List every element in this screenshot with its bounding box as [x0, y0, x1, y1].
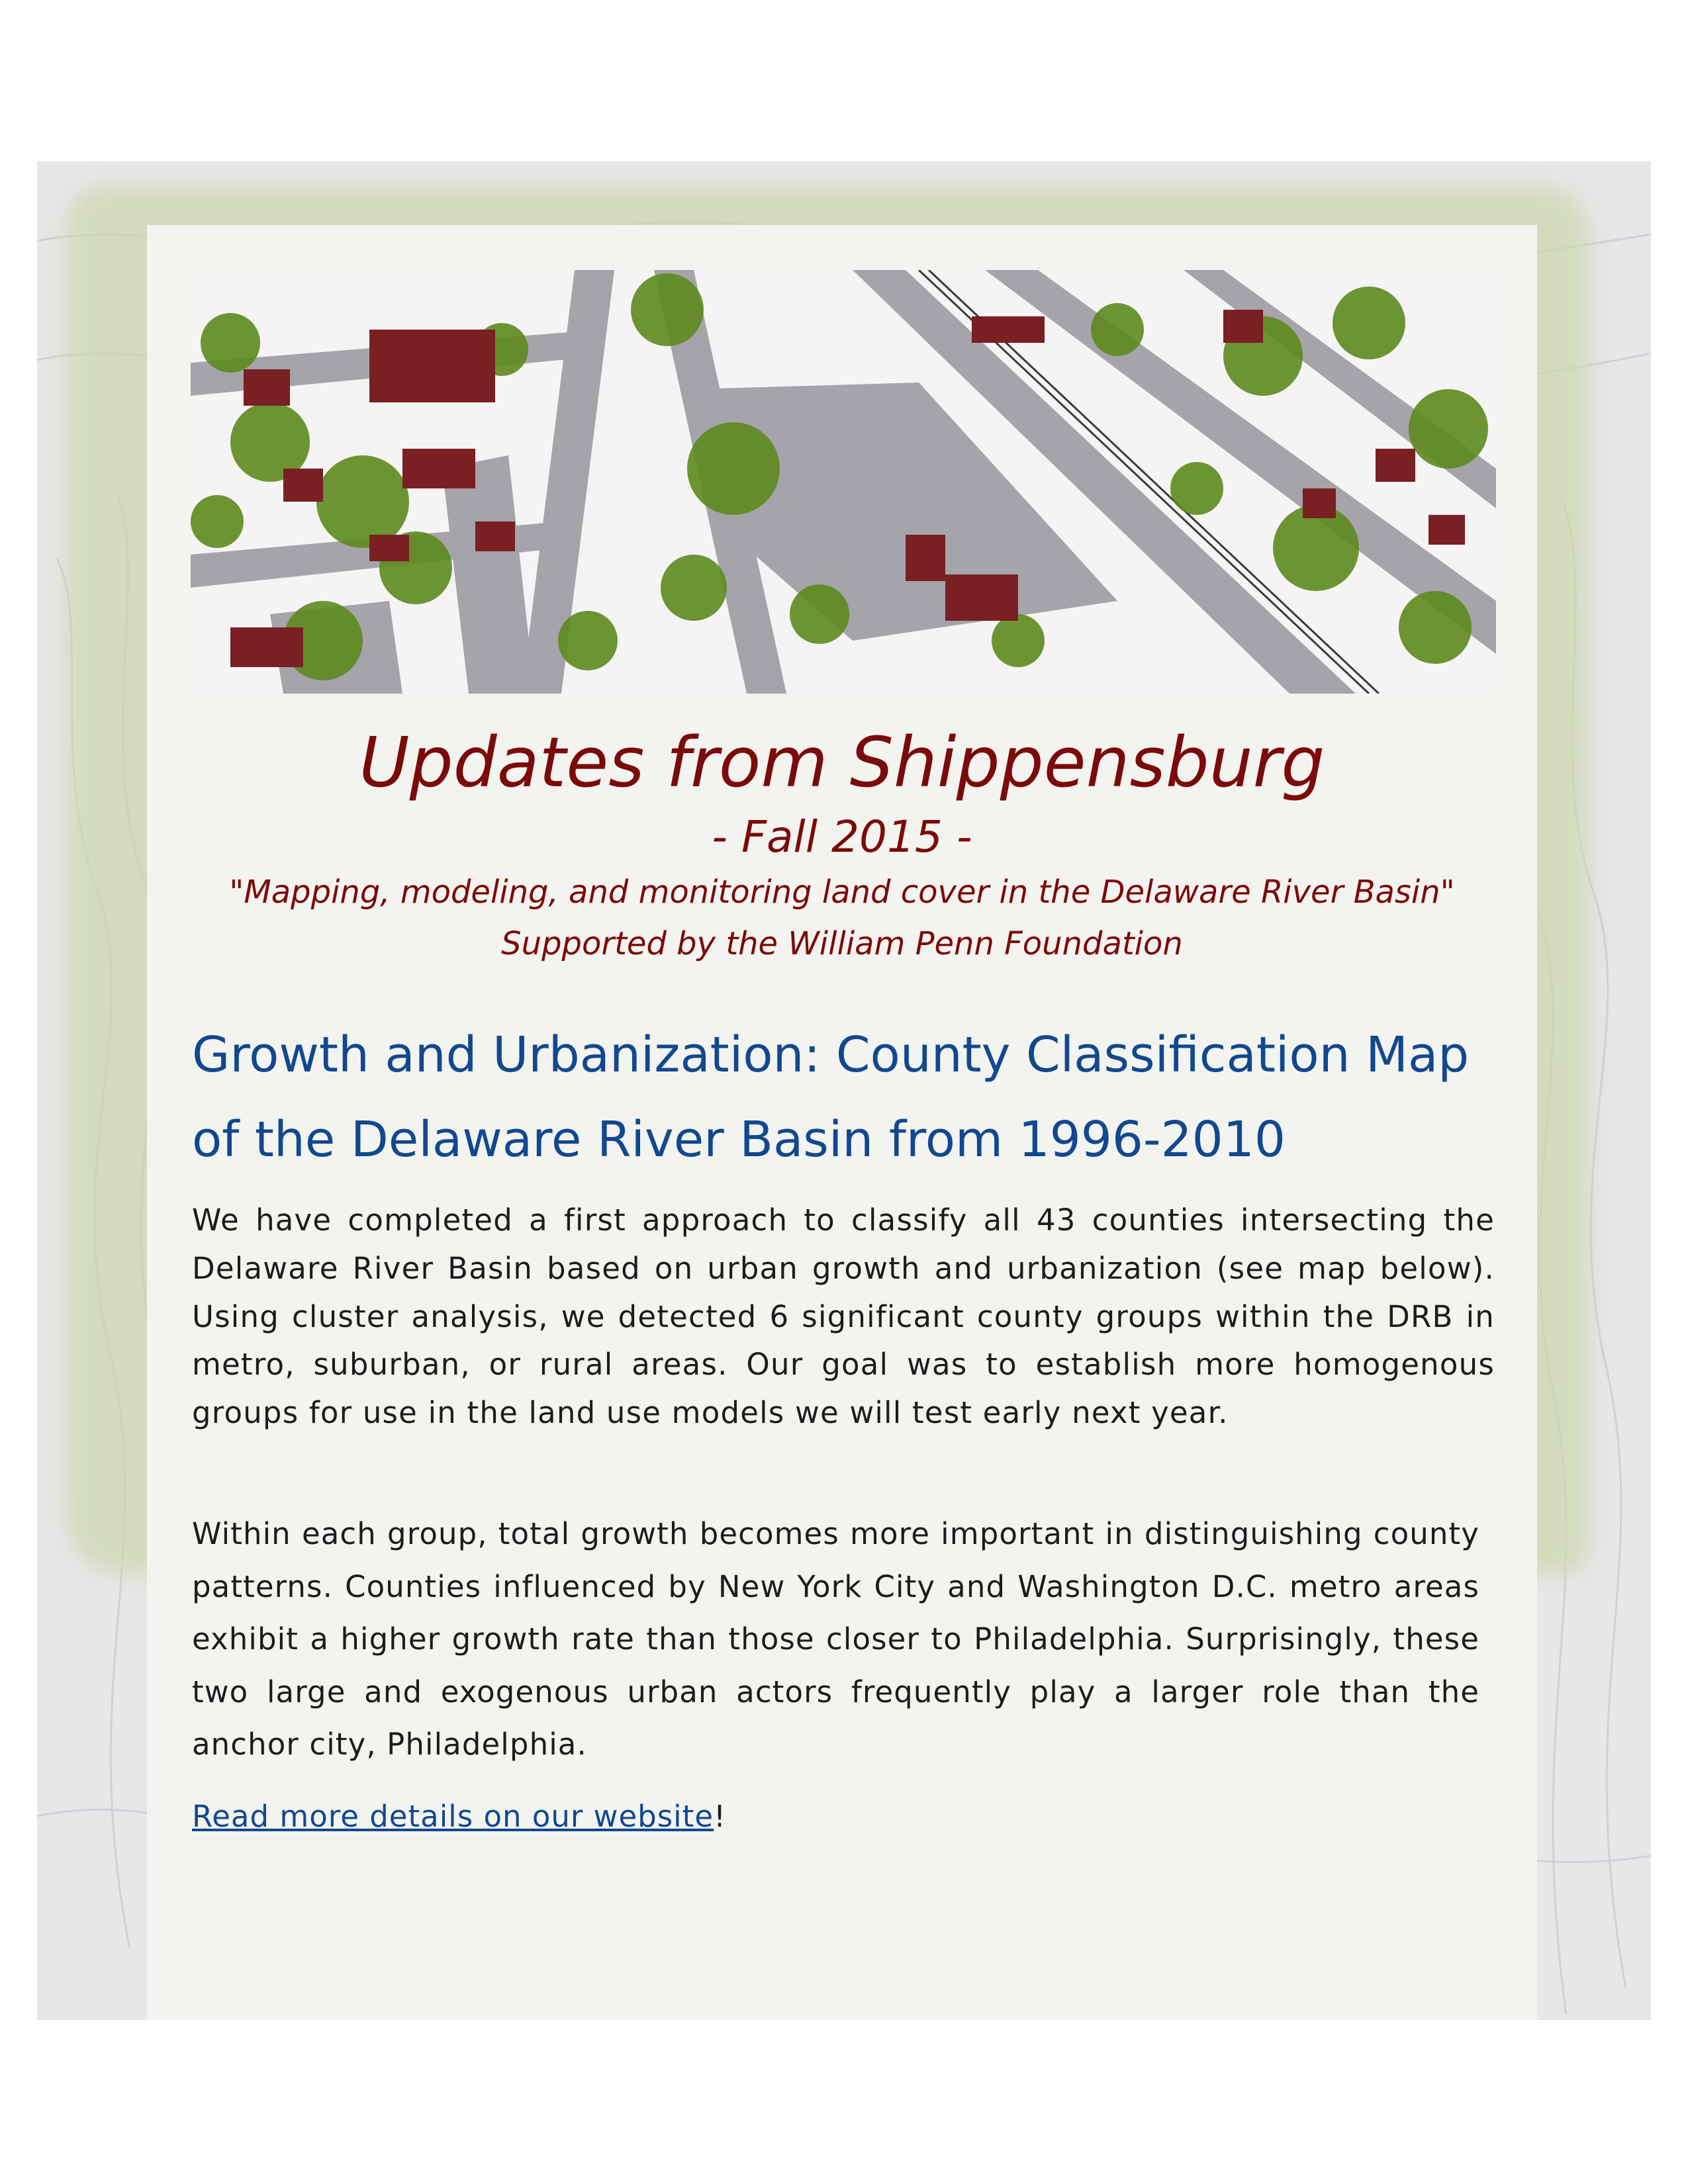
newsletter-sponsor: Supported by the William Penn Foundation [501, 925, 1183, 962]
article-heading: Growth and Urbanization: County Classification Map of the Delaware River Basin from 1996-2010 [192, 1026, 1470, 1168]
hero-aerial-image [191, 270, 1496, 694]
article-paragraph-1: We have completed a first approach to classify all 43 counties intersecting the Delaware River Basin based on urban growth and urbanization (see map below). Using cluster analysis, we detected 6 significant county groups within the DRB in metro, suburban, or rural areas. Our goal was to establish more homogenous groups for use in the land use models we will test early next year. [192, 1203, 1495, 1431]
article-paragraph-2: Within each group, total growth becomes more important in distinguishing county patterns. Counties influenced by New York City and Washington D.C. metro areas exhibit a higher growth rate than those closer to Philadelphia. Surprisingly, these two large and exogenous urban actors frequently play a larger role than the anchor city, Philadelphia. [192, 1516, 1479, 1762]
read-more-line [192, 1795, 726, 1839]
newsletter-season: - Fall 2015 - [712, 811, 972, 862]
newsletter-title: Updates from Shippensburg [359, 722, 1325, 803]
read-more-link[interactable]: Read more details on our website [192, 1799, 714, 1834]
newsletter-tagline: "Mapping, modeling, and monitoring land cover in the Delaware River Basin" [229, 874, 1455, 911]
read-more-suffix: ! [714, 1799, 727, 1834]
